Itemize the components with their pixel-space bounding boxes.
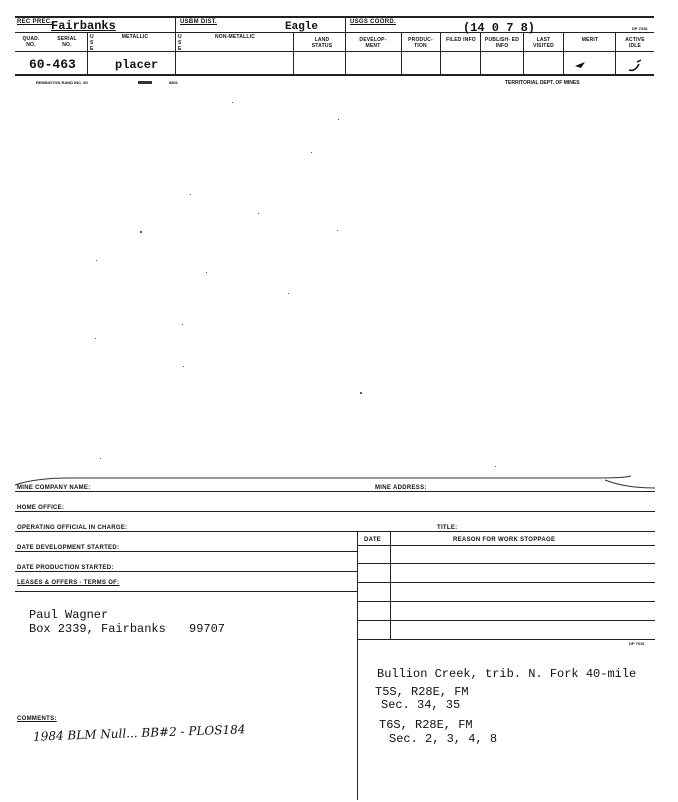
metallic-label: METALLIC — [121, 34, 149, 40]
active-idle-label: ACTIVE IDLE — [625, 37, 645, 49]
usbm-dist-label: USBM DIST. — [180, 19, 218, 25]
title-label: TITLE: — [437, 525, 458, 531]
quad-no-label: QUAD. NO. — [22, 36, 40, 48]
owner-name: Paul Wagner — [29, 608, 109, 622]
header-strip — [15, 16, 654, 78]
form-top-edge — [15, 470, 655, 492]
operating-official-label: OPERATING OFFICIAL IN CHARGE: — [17, 525, 128, 531]
metallic-value: placer — [115, 58, 159, 72]
owner-zip: 99707 — [189, 622, 226, 636]
serial-no-label: SERIAL NO. — [57, 36, 77, 48]
land-status-label: LAND STATUS — [311, 37, 333, 49]
non-metallic-label: NON-METALLIC — [214, 34, 256, 40]
lower-form — [15, 470, 655, 800]
use-label: U S E — [90, 34, 94, 52]
use2-label: U S E — [178, 34, 182, 52]
mine-address-label: MINE ADDRESS: — [375, 485, 427, 491]
quad-value: 60-463 — [29, 57, 76, 72]
rec-prec-label: REC PREC. — [17, 19, 53, 25]
printer-code: 8801 — [169, 80, 178, 85]
home-office-label: HOME OFFICE: — [17, 505, 65, 511]
location-line2: T5S, R28E, FM — [375, 685, 469, 699]
date-dev-label: DATE DEVELOPMENT STARTED: — [17, 545, 120, 551]
leases-label: LEASES & OFFERS - TERMS OF: — [17, 580, 120, 586]
merit-label: MERIT — [581, 37, 599, 43]
location-line5: Sec. 2, 3, 4, 8 — [389, 732, 498, 746]
usgs-coord-label: USGS COORD. — [350, 19, 396, 25]
production-label: PRODUC- TION — [408, 37, 433, 49]
usgs-coord-value: (14 0 7 8) — [463, 21, 536, 35]
dept-label: TERRITORIAL DEPT. OF MINES — [505, 80, 580, 86]
published-info-label: PUBLISH- ED INFO — [484, 37, 520, 49]
reason-col-label: REASON FOR WORK STOPPAGE — [453, 537, 556, 543]
printer-label: REMINGTON RAND INC. 50 — [36, 80, 88, 85]
development-label: DEVELOP- MENT — [359, 37, 387, 49]
location-line3: Sec. 34, 35 — [381, 698, 461, 712]
form-code-2: DP 7016 — [629, 641, 645, 646]
last-visited-label: LAST VISITED — [533, 37, 554, 49]
date-prod-label: DATE PRODUCTION STARTED: — [17, 565, 114, 571]
mine-company-label: MINE COMPANY NAME: — [17, 485, 91, 491]
location-line1: Bullion Creek, trib. N. Fork 40-mile — [377, 667, 637, 681]
form-code: DP 7016 — [632, 26, 648, 31]
comments-label: COMMENTS: — [17, 716, 57, 722]
comments-handwritten: 1984 BLM Null... BB#2 - PLOS184 — [32, 722, 246, 744]
rec-prec-value: Fairbanks — [51, 19, 116, 33]
date-col-label: DATE — [364, 537, 382, 543]
usbm-dist-value: Eagle — [285, 21, 319, 33]
filed-info-label: FILED INFO — [446, 37, 476, 43]
merit-mark-icon — [571, 54, 651, 76]
location-line4: T6S, R28E, FM — [379, 718, 473, 732]
printer-marks — [138, 81, 152, 84]
owner-address: Box 2339, Fairbanks — [29, 622, 166, 636]
